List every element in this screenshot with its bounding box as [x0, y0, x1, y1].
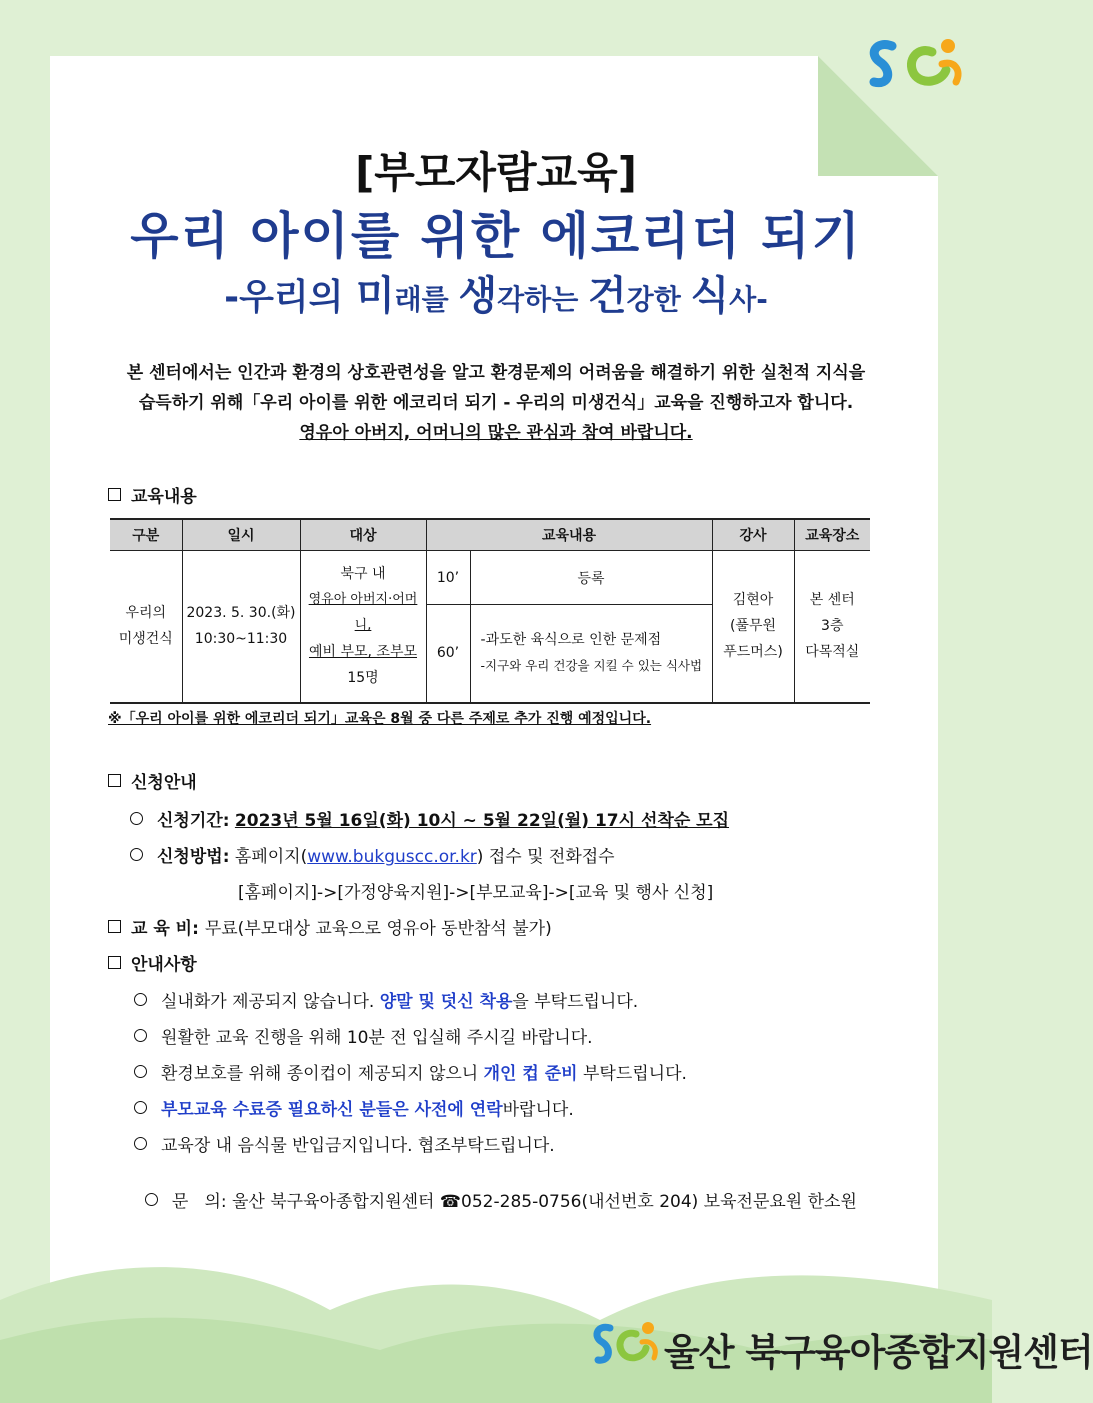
notice-item-contact: 문 의: 울산 북구육아종합지원센터 ☎052-285-0756(내선번호 204) 보육전문요원 한소원: [134, 1167, 857, 1212]
bullet-circle-icon: [130, 848, 143, 861]
col-header: 강사: [712, 519, 794, 551]
footer-logo-icon: [592, 1318, 662, 1376]
intro-line-3: 영유아 아버지, 어머니의 많은 관심과 참여 바랍니다.: [299, 423, 693, 443]
application-method: 신청방법: 홈페이지(www.bukguscc.or.kr) 접수 및 전화접수: [130, 842, 615, 867]
col-header: 교육내용: [426, 519, 712, 551]
bullet-circle-icon: [130, 812, 143, 825]
main-title: 우리 아이를 위한 에코리더 되기: [130, 207, 862, 265]
session-content: 등록: [470, 551, 712, 605]
session-content: -과도한 육식으로 인한 문제점 -지구와 우리 건강을 지킬 수 있는 식사법: [470, 605, 712, 703]
col-header: 일시: [182, 519, 300, 551]
bullet-circle-icon: [134, 1101, 147, 1114]
bullet-circle-icon: [134, 1065, 147, 1078]
bullet-circle-icon: [134, 993, 147, 1006]
fee-line: 교 육 비: 무료(부모대상 교육으로 영유아 동반참석 불가): [108, 914, 552, 939]
bracket-title: [부모자람교육]: [355, 148, 637, 197]
subtitle: -우리의 미래를 생각하는 건강한 식사-: [224, 273, 768, 319]
application-period: 신청기간: 2023년 5월 16일(화) 10시 ~ 5월 22일(월) 17시 선착순 모집: [130, 806, 729, 831]
col-header: 교육장소: [794, 519, 870, 551]
notice-item: 교육장 내 음식물 반입금지입니다. 협조부탁드립니다.: [134, 1131, 555, 1156]
checkbox-square-icon: [108, 920, 121, 933]
education-note: ※「우리 아이를 위한 에코리더 되기」교육은 8월 중 다른 주제로 추가 진행 예정입니다.: [108, 711, 652, 727]
instructor-cell: 김현아 (풀무원 푸드머스): [712, 551, 794, 703]
checkbox-square-icon: [108, 956, 121, 969]
notice-heading: 안내사항: [108, 950, 197, 975]
bullet-circle-icon: [134, 1029, 147, 1042]
application-path: [홈페이지]->[가정양육지원]->[부모교육]->[교육 및 행사 신청]: [238, 883, 714, 903]
notice-item: 원활한 교육 진행을 위해 10분 전 입실해 주시길 바랍니다.: [134, 1023, 593, 1048]
application-heading: 신청안내: [108, 768, 197, 793]
notice-item: 부모교육 수료증 필요하신 분들은 사전에 연락바랍니다.: [134, 1095, 574, 1120]
category-cell: 우리의 미생건식: [110, 551, 182, 703]
checkbox-square-icon: [108, 774, 121, 787]
website-link[interactable]: www.bukguscc.or.kr: [307, 847, 477, 867]
session-time: 60’: [426, 605, 470, 703]
bullet-circle-icon: [145, 1193, 158, 1206]
intro-line-2: 습득하기 위해「우리 아이를 위한 에코리더 되기 - 우리의 미생건식」교육을 진행하고자 합니다.: [138, 393, 854, 413]
footer-org-name: 울산 북구육아종합지원센터: [664, 1331, 1093, 1374]
period-value: 2023년 5월 16일(화) 10시 ~ 5월 22일(월) 17시 선착순 모집: [234, 811, 730, 831]
table-row: [110, 551, 870, 605]
checkbox-square-icon: [108, 488, 121, 501]
target-cell: 북구 내 영유아 아버지·어머니, 예비 부모, 조부모 15명: [300, 551, 426, 703]
education-table: [110, 518, 870, 704]
center-logo-icon: [862, 30, 974, 102]
col-header: 구분: [110, 519, 182, 551]
intro-line-1: 본 센터에서는 인간과 환경의 상호관련성을 알고 환경문제의 어려움을 해결하기 위한 실천적 지식을: [126, 363, 866, 383]
notice-item: 실내화가 제공되지 않습니다. 양말 및 덧신 착용을 부탁드립니다.: [134, 987, 638, 1012]
col-header: 대상: [300, 519, 426, 551]
place-cell: 본 센터 3층 다목적실: [794, 551, 870, 703]
table-header-row: [110, 519, 870, 551]
session-time: 10’: [426, 551, 470, 605]
notice-item: 환경보호를 위해 종이컵이 제공되지 않으니 개인 컵 준비 부탁드립니다.: [134, 1059, 687, 1084]
education-heading: 교육내용: [108, 482, 197, 507]
datetime-cell: 2023. 5. 30.(화) 10:30~11:30: [182, 551, 300, 703]
bullet-circle-icon: [134, 1137, 147, 1150]
